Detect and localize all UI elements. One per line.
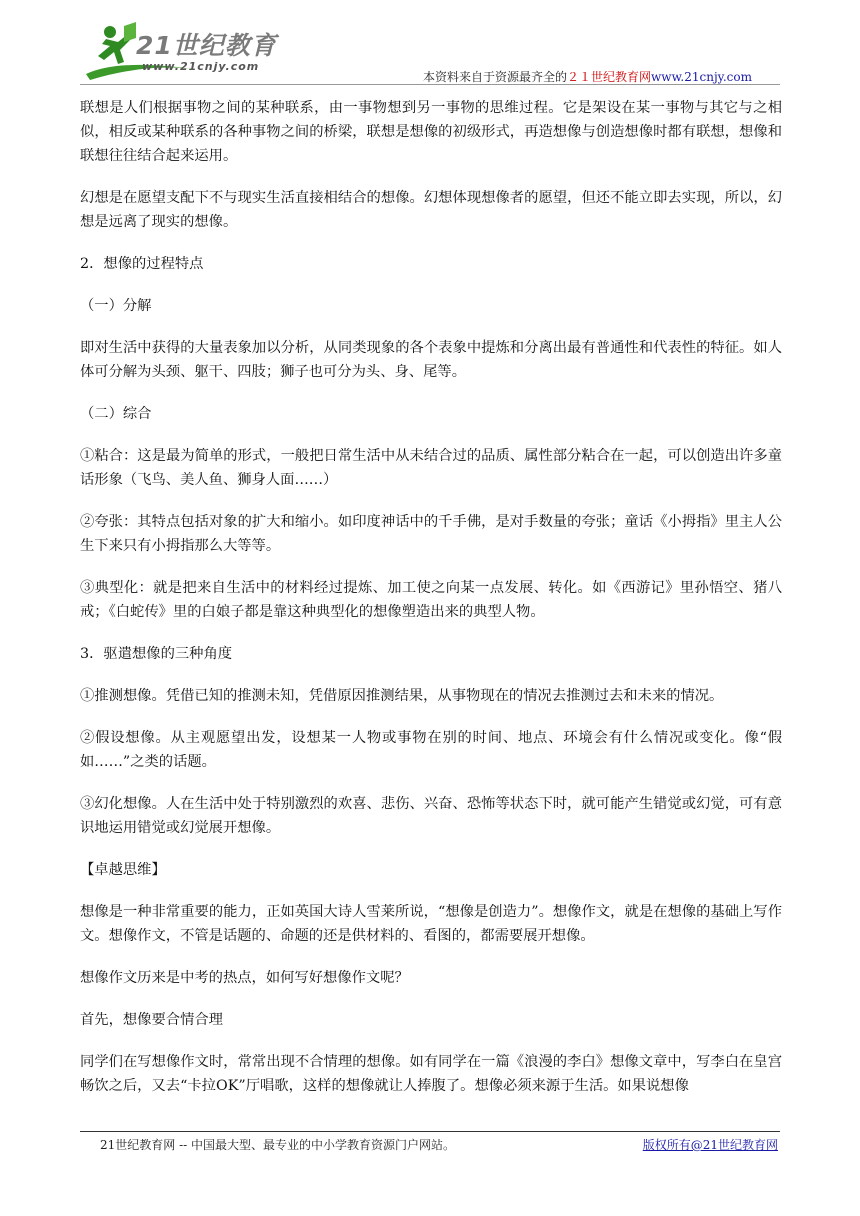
paragraph: 联想是人们根据事物之间的某种联系，由一事物想到另一事物的思维过程。它是架设在某一事物与其它与之相似，相反或某种联系的各种事物之间的桥梁，联想是想像的初级形式，再造想像与创造想像时都有联想，想像和联想往往结合起来运用。 (80, 100, 782, 164)
logo-url: www.21cnjy.com (142, 60, 260, 73)
source-prefix: 本资料来自于资源最齐全的 (423, 70, 568, 84)
header-divider (80, 84, 780, 85)
page-header (80, 18, 780, 88)
source-note (423, 68, 752, 85)
paragraph: 即对生活中获得的大量表象加以分析，从同类现象的各个表象中提炼和分离出最有普通性和代表性的特征。如人体可分解为头颈、躯干、四肢；狮子也可分为头、身、尾等。 (80, 340, 782, 380)
section-heading: 2．想像的过程特点 (80, 256, 204, 272)
paragraph: ①粘合：这是最为简单的形式，一般把日常生活中从未结合过的品质、属性部分粘合在一起，可以创造出许多童话形象（飞鸟、美人鱼、狮身人面……） (80, 448, 782, 488)
section-heading: 3．驱遣想像的三种角度 (80, 646, 233, 662)
logo-text: 21世纪教育 (136, 31, 277, 60)
paragraph: 想像是一种非常重要的能力，正如英国大诗人雪莱所说，“想像是创造力”。想像作文，就是在想像的基础上写作文。想像作文，不管是话题的、命题的还是供材料的、看图的，都需要展开想像。 (80, 904, 782, 944)
section-heading: 【卓越思维】 (80, 862, 166, 878)
document-body (80, 96, 782, 1116)
paragraph: 首先，想像要合情合理 (80, 1012, 223, 1028)
footer-text: 21世纪教育网 -- 中国最大型、最专业的中小学教育资源门户网站。 (100, 1138, 456, 1152)
paragraph: ②假设想像。从主观愿望出发，设想某一人物或事物在别的时间、地点、环境会有什么情况或变化。像“假如……”之类的话题。 (80, 730, 782, 770)
site-logo (80, 18, 280, 84)
source-site-link[interactable]: ２１世纪教育网 (567, 70, 652, 84)
paragraph: ②夸张：其特点包括对象的扩大和缩小。如印度神话中的千手佛，是对手数量的夸张；童话《小拇指》里主人公生下来只有小拇指那么大等等。 (80, 514, 782, 554)
paragraph: ③幻化想像。人在生活中处于特别激烈的欢喜、悲伤、兴奋、恐怖等状态下时，就可能产生错觉或幻觉，可有意识地运用错觉或幻觉展开想像。 (80, 796, 782, 836)
footer-divider (80, 1131, 780, 1132)
paragraph: 同学们在写想像作文时，常常出现不合情理的想像。如有同学在一篇《浪漫的李白》想像文章中，写李白在皇宫畅饮之后，又去“卡拉OK”厅唱歌，这样的想像就让人捧腹了。想像必须来源于生活。如果说想像 (80, 1054, 782, 1094)
copyright-link[interactable]: 版权所有@21世纪教育网 (642, 1138, 778, 1152)
paragraph: ①推测想像。凭借已知的推测未知，凭借原因推测结果，从事物现在的情况去推测过去和未来的情况。 (80, 688, 724, 704)
paragraph: ③典型化：就是把来自生活中的材料经过提炼、加工使之向某一点发展、转化。如《西游记》里孙悟空、猪八戒；《白蛇传》里的白娘子都是靠这种典型化的想像塑造出来的典型人物。 (80, 580, 782, 620)
subsection-heading: （一）分解 (80, 298, 152, 314)
subsection-heading: （二）综合 (80, 406, 152, 422)
source-url-link[interactable]: www.21cnjy.com (651, 70, 752, 84)
paragraph: 想像作文历来是中考的热点，如何写好想像作文呢？ (80, 970, 409, 986)
paragraph: 幻想是在愿望支配下不与现实生活直接相结合的想像。幻想体现想像者的愿望，但还不能立即去实现，所以，幻想是远离了现实的想像。 (80, 190, 782, 230)
